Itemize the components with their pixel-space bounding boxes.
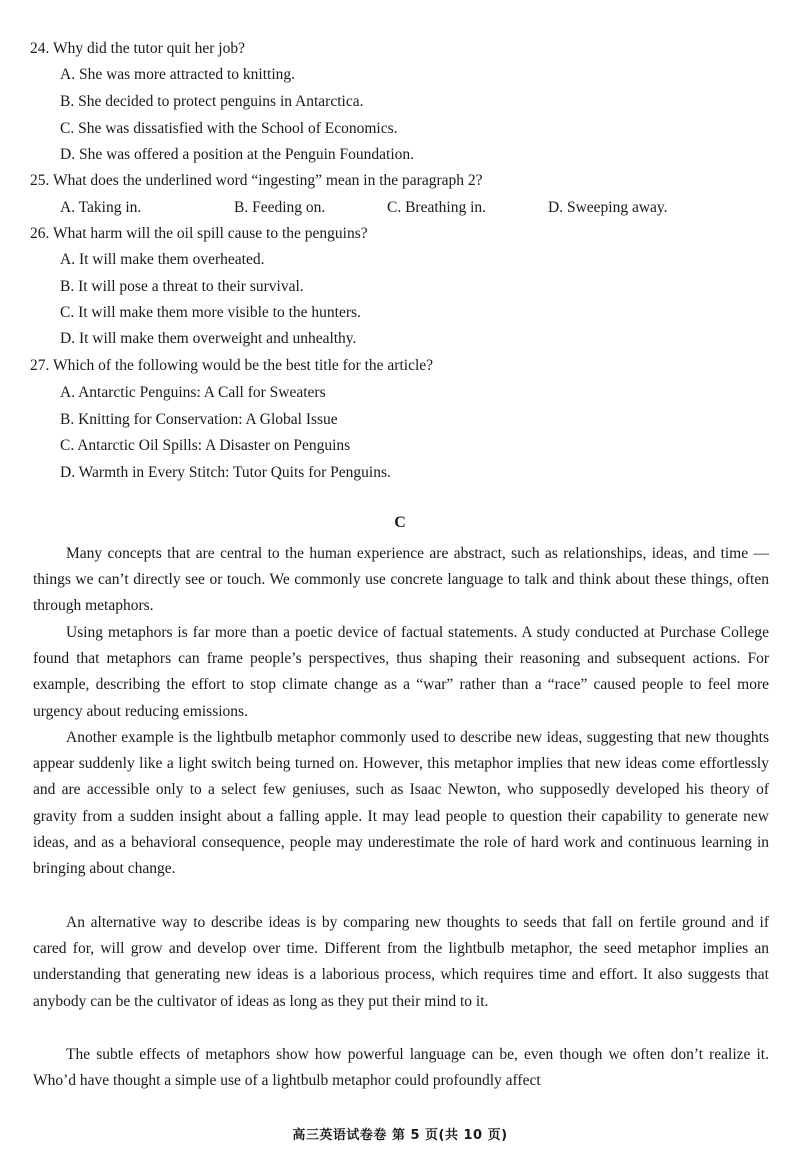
question-26-option-b: B. It will pose a threat to their survival. (60, 278, 304, 295)
question-27-option-c: C. Antarctic Oil Spills: A Disaster on Penguins (60, 437, 351, 454)
passage-paragraph-2: Using metaphors is far more than a poetic device of factual statements. A study conducted at Purchase College found that metaphors can frame people’s perspectives, thus shaping their reasoning and subsequent actions. For example, describing the effort to stop climate change as a “war” rather than a “race” caused people to feel more urgency about reducing emissions. (33, 624, 769, 720)
question-24-option-c: C. She was dissatisfied with the School of Economics. (60, 120, 398, 137)
section-heading: C (394, 514, 406, 531)
question-27-option-d: D. Warmth in Every Stitch: Tutor Quits for Penguins. (60, 464, 391, 481)
question-25-stem: 25. What does the underlined word “ingesting” mean in the paragraph 2? (30, 172, 483, 189)
question-27-option-b: B. Knitting for Conservation: A Global Issue (60, 411, 338, 428)
question-26-option-c: C. It will make them more visible to the hunters. (60, 304, 361, 321)
question-24-option-d: D. She was offered a position at the Penguin Foundation. (60, 146, 415, 163)
question-26-option-d: D. It will make them overweight and unhealthy. (60, 330, 357, 347)
passage-paragraph-1: Many concepts that are central to the human experience are abstract, such as relationships, ideas, and time — things we can’t directly see or touch. We commonly use concrete language to talk and think about these things, often through metaphors. (33, 545, 769, 615)
question-25-option-d: D. Sweeping away. (548, 199, 668, 216)
question-25-option-b: B. Feeding on. (234, 199, 326, 216)
question-27-option-a: A. Antarctic Penguins: A Call for Sweaters (60, 384, 326, 401)
question-24-option-a: A. She was more attracted to knitting. (60, 66, 296, 83)
question-26-stem: 26. What harm will the oil spill cause to the penguins? (30, 225, 368, 242)
question-25-option-c: C. Breathing in. (387, 199, 487, 216)
passage-paragraph-3: Another example is the lightbulb metaphor commonly used to describe new ideas, suggesting that new thoughts appear suddenly like a light switch being turned on. However, this metaphor implies that new ideas come effortlessly and are accessible only to a select few geniuses, such as Isaac Newton, who supposedly developed his theory of gravity from a sudden insight about a falling apple. It may lead people to question their capability to generate new ideas, and as a behavioral consequence, people may underestimate the role of hard work and continuous learning in bringing about change. (33, 729, 769, 878)
question-24-option-b: B. She decided to protect penguins in Antarctica. (60, 93, 364, 110)
question-27-stem: 27. Which of the following would be the best title for the article? (30, 357, 434, 374)
passage-paragraph-4: An alternative way to describe ideas is by comparing new thoughts to seeds that fall on fertile ground and if cared for, will grow and develop over time. Different from the lightbulb metaphor, the seed metaphor implies an understanding that generating new ideas is a laborious process, which requires time and effort. It also suggests that anybody can be the cultivator of ideas as long as they put their mind to it. (33, 914, 769, 1010)
passage-paragraph-5: The subtle effects of metaphors show how powerful language can be, even though we often don’t realize it. Who’d have thought a simple use of a lightbulb metaphor could profoundly affect (33, 1046, 769, 1090)
question-26-option-a: A. It will make them overheated. (60, 251, 265, 268)
question-24-stem: 24. Why did the tutor quit her job? (30, 40, 245, 57)
page-footer: 高三英语试卷卷 第 5 页(共 10 页) (292, 1128, 508, 1143)
question-25-option-a: A. Taking in. (60, 199, 142, 216)
